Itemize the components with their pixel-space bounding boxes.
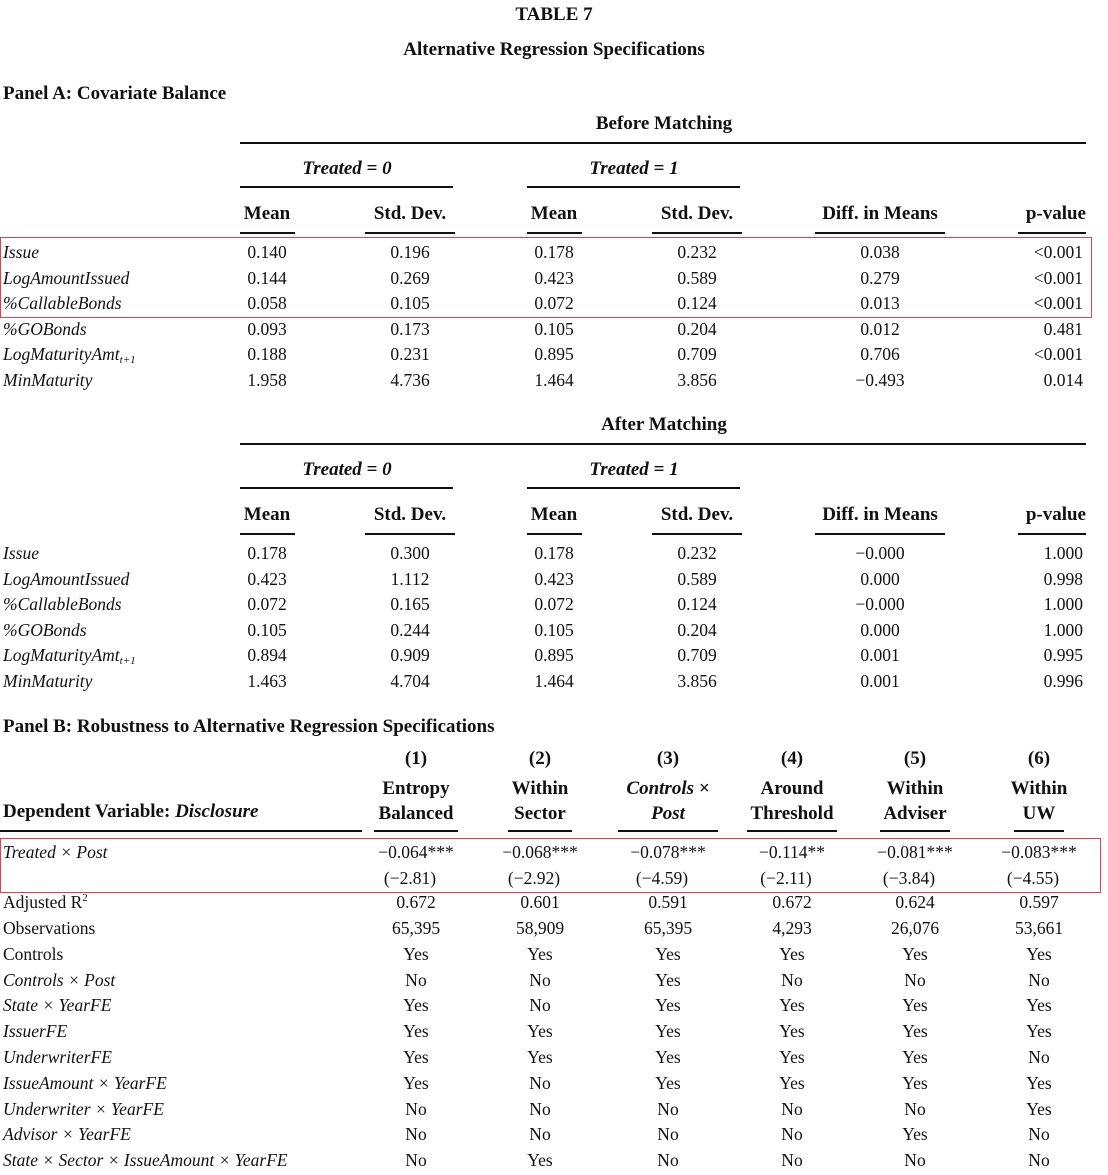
after-matching-cell: 0.165 [390, 594, 430, 615]
column-label-line2: Threshold [750, 803, 834, 824]
before-matching-cell: 0.013 [860, 293, 900, 314]
before-matching-cell: 0.140 [247, 242, 287, 262]
panel-b-cell: Yes [527, 1021, 553, 1042]
adj-r2-cell: 0.601 [520, 892, 560, 912]
after-matching-col-header: Diff. in Means [822, 504, 938, 525]
tstat-cell: (−4.55) [1006, 868, 1060, 888]
panel-b-cell: Yes [1026, 943, 1052, 964]
after-matching-row-label: %GOBonds [3, 619, 87, 640]
panel-b-cell: Yes [779, 995, 805, 1016]
panel-b-cell: Yes [902, 1021, 928, 1042]
after-matching-cell: 0.423 [247, 568, 287, 589]
coef-cell: −0.078*** [630, 842, 706, 862]
panel-b-row-label: UnderwriterFE [3, 1047, 112, 1067]
panel-b-cell: Yes [1026, 1021, 1052, 1042]
after-matching-cell: 0.178 [534, 543, 574, 563]
panel-b-cell: No [529, 1124, 551, 1145]
after-matching-cell: 0.895 [534, 645, 574, 666]
panel-b-cell: No [781, 1124, 803, 1145]
before-matching-cell: 0.196 [390, 242, 430, 262]
before-matching-cell: 4.736 [390, 370, 430, 390]
after-matching-cell: 0.105 [534, 619, 574, 640]
panel-b-row-label: Controls [3, 943, 64, 964]
column-label-line2: Post [651, 803, 685, 824]
after-matching-cell: 0.300 [390, 543, 430, 563]
panel-b-cell: 4,293 [772, 918, 812, 938]
panel-b-cell: No [529, 1072, 551, 1093]
before-matching-cell: 0.058 [247, 293, 287, 314]
after-matching-row-label: LogAmountIssued [3, 568, 130, 589]
before-matching-cell: 0.178 [534, 242, 574, 262]
panel-b-row-label: State × Sector × IssueAmount × YearFE [3, 1150, 288, 1171]
panel-b-cell: No [529, 1098, 551, 1119]
panel-b-cell: 26,076 [890, 918, 940, 938]
before-matching-cell: 0.012 [860, 318, 900, 339]
adj-r2-cell: 0.597 [1019, 892, 1059, 912]
column-label-line1: Within [511, 778, 569, 799]
after-matching-treated0-rule [240, 487, 453, 489]
panel-b-cell: No [657, 1124, 679, 1145]
panel-b-cell: Yes [403, 943, 429, 964]
after-matching-cell: 0.178 [247, 543, 287, 563]
before-matching-row-label: Issue [3, 242, 39, 262]
after-matching-col-underline [1018, 533, 1086, 535]
label-subscript: t+1 [119, 655, 136, 668]
before-matching-cell: 1.958 [247, 370, 287, 390]
highlight-box-panel-b [0, 838, 1101, 893]
after-matching-cell: 0.423 [534, 568, 574, 589]
before-matching-cell-pvalue: <0.001 [1033, 344, 1083, 365]
panel-b-cell: Yes [527, 1047, 553, 1067]
column-label-line1: Around [760, 778, 824, 799]
before-matching-cell-pvalue: <0.001 [1033, 267, 1083, 288]
before-matching-treated1-rule [527, 186, 740, 188]
before-matching-treated0-rule [240, 186, 453, 188]
after-matching-cell: −0.000 [855, 594, 905, 615]
before-matching-cell: 0.232 [677, 242, 717, 262]
panel-b-cell: No [657, 1150, 679, 1171]
before-matching-row-label: LogMaturityAmt$_{t+1}$ [3, 344, 136, 367]
panel-b-cell: Yes [655, 1072, 681, 1093]
before-matching-cell: 0.105 [390, 293, 430, 314]
after-matching-cell: 0.001 [860, 645, 900, 666]
column-number: (5) [903, 748, 927, 769]
before-matching-col-underline [1018, 232, 1086, 234]
dependent-variable-name: Disclosure [175, 801, 259, 822]
after-matching-treated1-rule [527, 487, 740, 489]
panel-b-cell: Yes [1026, 995, 1052, 1016]
before-matching-heading: Before Matching [595, 113, 733, 134]
before-matching-row-label: %CallableBonds [3, 293, 122, 314]
before-matching-col-underline [815, 232, 945, 234]
panel-b-row-label: Controls × Post [3, 969, 116, 990]
before-matching-col-header: p-value [1025, 203, 1086, 224]
column-underline [747, 830, 837, 832]
panel-b-cell: Yes [902, 995, 928, 1016]
before-matching-col-header: Mean [243, 203, 291, 224]
adj-r2-cell: 0.672 [772, 892, 812, 912]
panel-b-cell: No [904, 1098, 926, 1119]
panel-b-cell: Yes [403, 1047, 429, 1067]
before-matching-cell: 0.709 [677, 344, 717, 365]
panel-b-cell: Yes [655, 969, 681, 990]
before-matching-cell: 0.144 [247, 267, 287, 288]
panel-b-cell: Yes [403, 1072, 429, 1093]
panel-b-row-label: Advisor × YearFE [3, 1124, 131, 1145]
after-matching-cell: 1.464 [534, 671, 574, 691]
panel-b-cell: 53,661 [1014, 918, 1064, 938]
before-matching-cell: 0.895 [534, 344, 574, 365]
column-number: (6) [1027, 748, 1051, 769]
after-matching-cell: 0.072 [534, 594, 574, 615]
panel-b-cell: No [1028, 969, 1050, 990]
column-label-line1: Within [1010, 778, 1068, 799]
panel-b-row-label: State × YearFE [3, 995, 112, 1016]
after-matching-treated0-label: Treated = 0 [302, 459, 392, 480]
panel-b-title: Panel B: Robustness to Alternative Regression Specifications [3, 716, 495, 737]
coef-cell: −0.068*** [502, 842, 578, 862]
after-matching-col-underline [240, 533, 295, 535]
column-number: (4) [780, 748, 804, 769]
column-number: (2) [528, 748, 552, 769]
before-matching-col-header: Std. Dev. [373, 203, 447, 224]
panel-b-cell: No [405, 1098, 427, 1119]
panel-b-cell: Yes [902, 1072, 928, 1093]
before-matching-col-underline [652, 232, 742, 234]
after-matching-cell: 1.463 [247, 671, 287, 691]
after-matching-col-underline [365, 533, 455, 535]
table-subtitle: Alternative Regression Specifications [403, 39, 705, 60]
panel-b-cell: Yes [527, 1150, 553, 1171]
after-matching-row-label: %CallableBonds [3, 594, 122, 615]
dependent-variable-prefix: Dependent Variable: [3, 801, 176, 822]
before-matching-cell: −0.493 [855, 370, 905, 390]
panel-b-cell: Yes [403, 995, 429, 1016]
after-matching-cell-pvalue: 1.000 [1043, 619, 1083, 640]
before-matching-treated1-label: Treated = 1 [589, 158, 679, 179]
after-matching-col-underline [527, 533, 582, 535]
after-matching-cell-pvalue: 0.995 [1043, 645, 1083, 666]
column-label-line1: Controls × [626, 778, 710, 799]
panel-b-row-label: IssuerFE [3, 1021, 68, 1042]
panel-a-title: Panel A: Covariate Balance [3, 83, 227, 104]
before-matching-cell: 0.093 [247, 318, 287, 339]
tstat-cell: (−2.81) [383, 868, 437, 888]
before-matching-top-rule [240, 142, 1086, 144]
column-underline [508, 830, 572, 832]
after-matching-cell: 0.244 [390, 619, 430, 640]
after-matching-cell-pvalue: 1.000 [1043, 594, 1083, 615]
after-matching-cell: 0.894 [247, 645, 287, 666]
adj-r2-cell: 0.591 [648, 892, 688, 912]
before-matching-row-label: %GOBonds [3, 318, 87, 339]
coef-cell: −0.114** [758, 842, 826, 862]
before-matching-cell: 0.269 [390, 267, 430, 288]
panel-b-cell: Yes [1026, 1072, 1052, 1093]
label-subscript: t+1 [119, 354, 136, 367]
after-matching-cell: 4.704 [390, 671, 430, 691]
column-number: (3) [656, 748, 680, 769]
before-matching-cell-pvalue: 0.481 [1043, 318, 1083, 339]
adj-r2-cell: 0.624 [895, 892, 935, 912]
before-matching-cell-pvalue: <0.001 [1033, 242, 1083, 262]
panel-b-cell: Yes [655, 943, 681, 964]
panel-b-cell: Yes [403, 1021, 429, 1042]
column-label-line1: Entropy [382, 778, 450, 799]
before-matching-cell: 0.124 [677, 293, 717, 314]
panel-b-row-label: IssueAmount × YearFE [3, 1072, 167, 1093]
tstat-cell: (−2.11) [760, 868, 812, 888]
tstat-cell: (−4.59) [635, 868, 689, 888]
before-matching-cell: 3.856 [677, 370, 717, 390]
panel-b-cell: 65,395 [391, 918, 441, 938]
before-matching-cell: 0.279 [860, 267, 900, 288]
coef-cell: −0.064*** [378, 842, 454, 862]
column-underline [618, 830, 718, 832]
panel-b-cell: No [405, 969, 427, 990]
panel-b-cell: No [904, 969, 926, 990]
after-matching-row-label: MinMaturity [3, 671, 93, 691]
panel-b-cell: No [1028, 1150, 1050, 1171]
after-matching-cell: 0.204 [677, 619, 717, 640]
after-matching-cell: 0.000 [860, 619, 900, 640]
after-matching-col-header: Std. Dev. [660, 504, 734, 525]
adj-r2-label: Adjusted $R^2$ [3, 892, 88, 912]
after-matching-cell: 0.232 [677, 543, 717, 563]
panel-b-cell: Yes [902, 1047, 928, 1067]
panel-b-cell: Yes [527, 943, 553, 964]
after-matching-cell: 0.105 [247, 619, 287, 640]
before-matching-cell: 0.188 [247, 344, 287, 365]
panel-b-cell: No [904, 1150, 926, 1171]
panel-b-cell: No [657, 1098, 679, 1119]
after-matching-row-label: Issue [3, 543, 39, 563]
before-matching-col-header: Mean [530, 203, 578, 224]
panel-b-cell: Yes [655, 1021, 681, 1042]
before-matching-cell-pvalue: 0.014 [1043, 370, 1083, 390]
after-matching-cell: 0.589 [677, 568, 717, 589]
after-matching-col-header: Mean [243, 504, 291, 525]
panel-b-cell: Yes [779, 1021, 805, 1042]
panel-b-cell: 65,395 [643, 918, 693, 938]
column-underline [1014, 830, 1064, 832]
after-matching-cell: 3.856 [677, 671, 717, 691]
after-matching-heading: After Matching [601, 414, 727, 435]
panel-b-cell: Yes [779, 1072, 805, 1093]
after-matching-cell: 0.709 [677, 645, 717, 666]
after-matching-col-underline [815, 533, 945, 535]
after-matching-cell-pvalue: 0.996 [1043, 671, 1083, 691]
tstat-cell: (−2.92) [507, 868, 561, 888]
panel-b-cell: No [781, 969, 803, 990]
before-matching-cell: 0.706 [860, 344, 900, 365]
panel-b-cell: Yes [1026, 1098, 1052, 1119]
before-matching-cell: 0.173 [390, 318, 430, 339]
after-matching-col-header: Std. Dev. [373, 504, 447, 525]
panel-b-cell: Yes [655, 995, 681, 1016]
adj-r2-superscript: 2 [82, 892, 88, 904]
before-matching-cell: 0.423 [534, 267, 574, 288]
after-matching-col-header: p-value [1025, 504, 1086, 525]
after-matching-row-label: LogMaturityAmt$_{t+1}$ [3, 645, 136, 668]
column-label-line2: Balanced [378, 803, 454, 824]
before-matching-cell: 0.231 [390, 344, 430, 365]
panel-b-cell: No [1028, 1124, 1050, 1145]
panel-b-cell: No [529, 995, 551, 1016]
column-underline [880, 830, 950, 832]
after-matching-cell: 1.112 [390, 568, 430, 589]
column-label-line2: Sector [514, 803, 566, 824]
dependent-variable-underline [0, 830, 362, 832]
before-matching-cell: 0.589 [677, 267, 717, 288]
tstat-cell: (−3.84) [882, 868, 936, 888]
panel-b-cell: No [1028, 1047, 1050, 1067]
after-matching-cell: −0.000 [855, 543, 905, 563]
before-matching-row-label: LogAmountIssued [3, 267, 130, 288]
after-matching-cell: 0.072 [247, 594, 287, 615]
before-matching-treated0-label: Treated = 0 [302, 158, 392, 179]
panel-b-cell: No [405, 1124, 427, 1145]
after-matching-treated1-label: Treated = 1 [589, 459, 679, 480]
highlight-box-panel-a [0, 237, 1092, 318]
adj-r2-cell: 0.672 [396, 892, 436, 912]
panel-b-cell: No [405, 1150, 427, 1171]
after-matching-cell-pvalue: 0.998 [1043, 568, 1083, 589]
after-matching-cell: 0.909 [390, 645, 430, 666]
before-matching-cell: 1.464 [534, 370, 574, 390]
after-matching-cell-pvalue: 1.000 [1043, 543, 1083, 563]
after-matching-col-underline [652, 533, 742, 535]
before-matching-cell: 0.072 [534, 293, 574, 314]
after-matching-cell: 0.000 [860, 568, 900, 589]
column-label-line1: Within [886, 778, 944, 799]
before-matching-row-label: MinMaturity [3, 370, 93, 390]
panel-b-cell: Yes [779, 1047, 805, 1067]
after-matching-top-rule [240, 443, 1086, 445]
before-matching-cell: 0.204 [677, 318, 717, 339]
before-matching-col-underline [527, 232, 582, 234]
dependent-variable-label [3, 801, 258, 823]
panel-b-cell: Yes [779, 943, 805, 964]
panel-b-row-label: Observations [3, 918, 96, 938]
before-matching-col-underline [240, 232, 295, 234]
panel-b-cell: Yes [655, 1047, 681, 1067]
before-matching-cell: 0.105 [534, 318, 574, 339]
after-matching-cell: 0.001 [860, 671, 900, 691]
panel-b-cell: Yes [902, 943, 928, 964]
before-matching-col-header: Diff. in Means [822, 203, 938, 224]
before-matching-col-header: Std. Dev. [660, 203, 734, 224]
after-matching-col-header: Mean [530, 504, 578, 525]
column-label-line2: UW [1022, 803, 1056, 824]
panel-b-row-label: Underwriter × YearFE [3, 1098, 164, 1119]
column-underline [374, 830, 458, 832]
coef-row-label: Treated × Post [3, 842, 108, 862]
after-matching-cell: 0.124 [677, 594, 717, 615]
column-number: (1) [404, 748, 428, 769]
coef-cell: −0.083*** [1001, 842, 1077, 862]
panel-b-cell: Yes [902, 1124, 928, 1145]
panel-b-cell: No [781, 1098, 803, 1119]
table-title: TABLE 7 [515, 4, 593, 25]
coef-cell: −0.081*** [877, 842, 953, 862]
panel-b-cell: No [529, 969, 551, 990]
before-matching-cell-pvalue: <0.001 [1033, 293, 1083, 314]
before-matching-col-underline [365, 232, 455, 234]
column-label-line2: Adviser [883, 803, 947, 824]
before-matching-cell: 0.038 [860, 242, 900, 262]
panel-b-cell: 58,909 [515, 918, 565, 938]
panel-b-cell: No [781, 1150, 803, 1171]
